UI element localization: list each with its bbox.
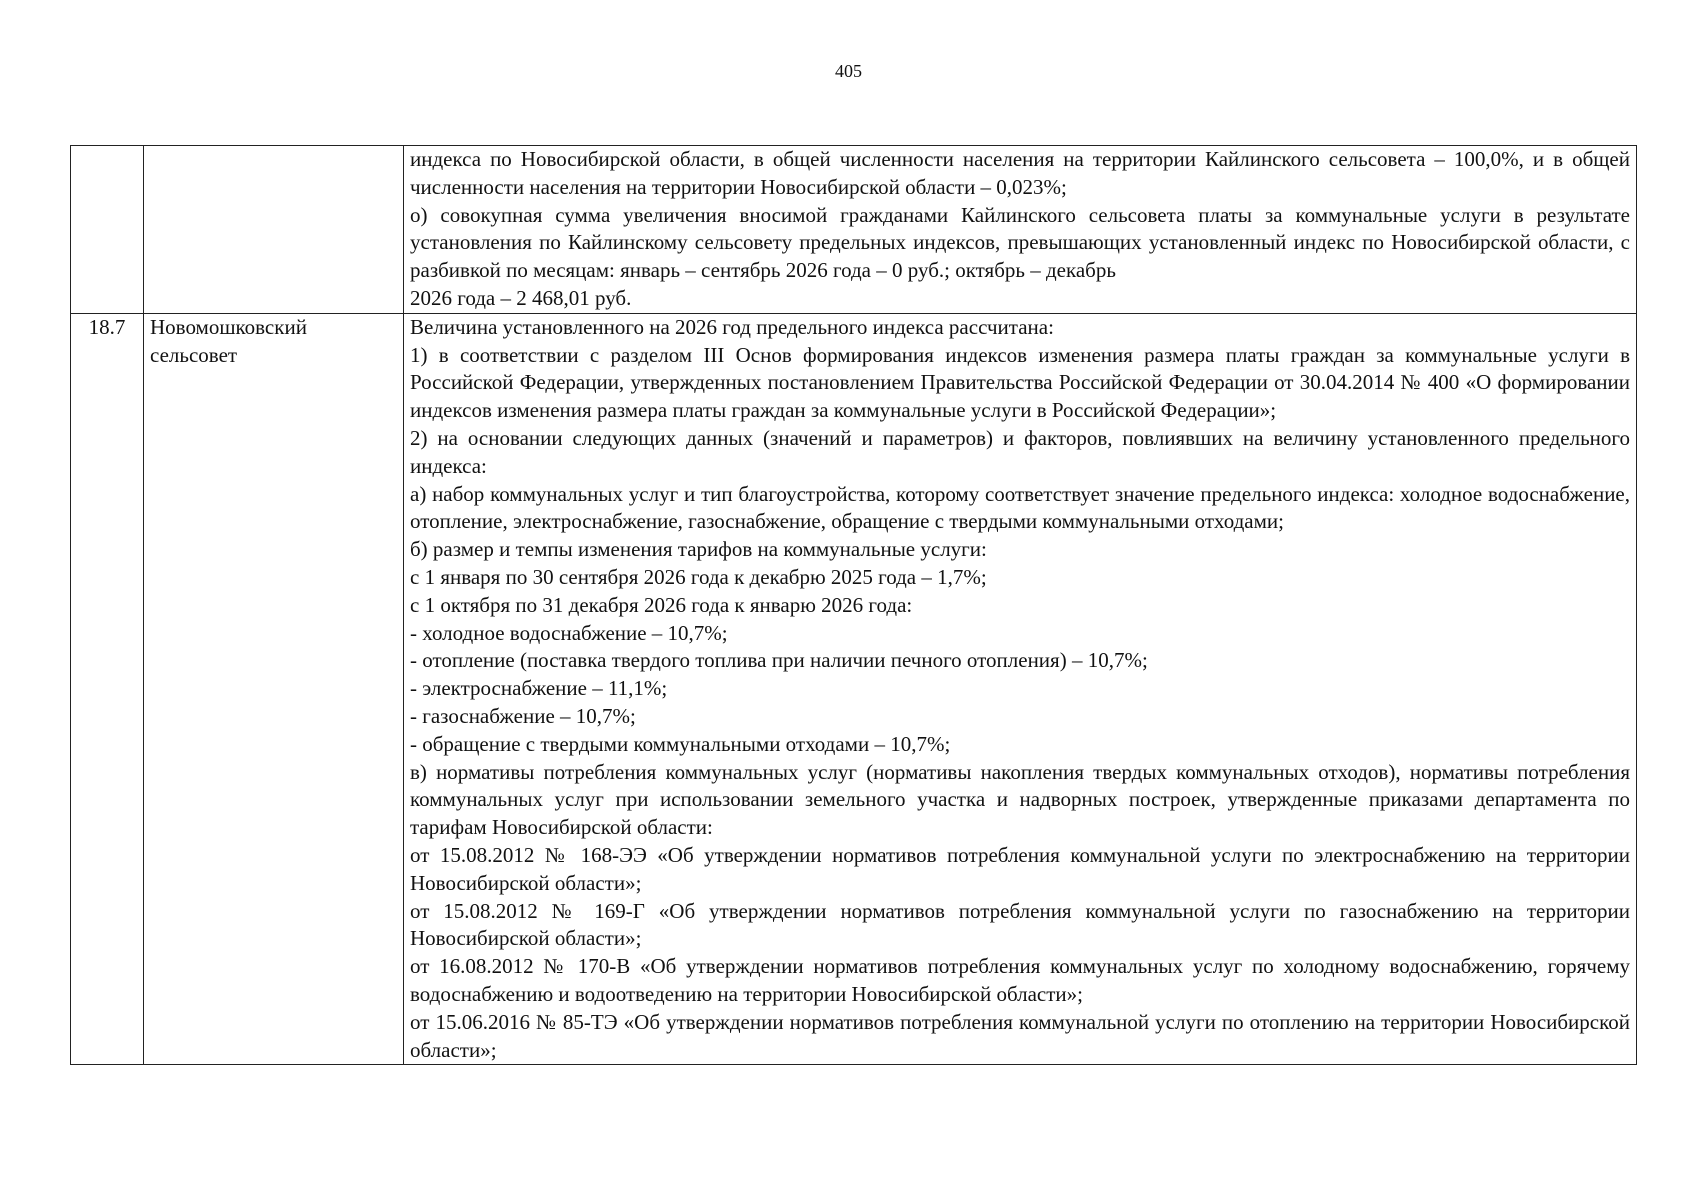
description-cell [404, 313, 1637, 1065]
municipality-name-line: Новомошковский [150, 314, 307, 339]
row-number-cell: 18.7 [71, 313, 144, 1065]
table-row [71, 146, 1637, 314]
municipality-name-line: сельсовет [150, 342, 238, 367]
paragraph: 1) в соответствии с разделом III Основ формирования индексов изменения размера платы граждан за коммунальные услуги в Российской Федерации, утвержденных постановлением Правительства Российской Федерации от 30.04.2014 № 400 «О формировании индексов изменения размера платы граждан за коммунальные услуги в Российской Федерации»; [410, 342, 1630, 423]
paragraph: б) размер и темпы изменения тарифов на коммунальные услуги: [410, 537, 987, 562]
paragraph: от 16.08.2012 № 170-В «Об утверждении нормативов потребления коммунальных услуг по холодному водоснабжению, горячему водоснабжению и водоотведению на территории Новосибирской области»; [410, 954, 1630, 1006]
paragraph: индекса по Новосибирской области, в общей численности населения на территории Кайлинского сельсовета – 100,0%, и в общей численности населения на территории Новосибирской области – 0,023%; [410, 147, 1630, 199]
municipality-cell [144, 146, 404, 314]
row-number-cell [71, 146, 144, 314]
paragraph: от 15.08.2012 № 168-ЭЭ «Об утверждении нормативов потребления коммунальной услуги по электроснабжению на территории Новосибирской области»; [410, 842, 1630, 895]
paragraph: - газоснабжение – 10,7%; [410, 703, 636, 728]
paragraph: от 15.06.2016 № 85-ТЭ «Об утверждении нормативов потребления коммунальной услуги по отоплению на территории Новосибирской области»; [410, 1009, 1630, 1062]
paragraph: - электроснабжение – 11,1%; [410, 676, 668, 701]
paragraph: - холодное водоснабжение – 10,7%; [410, 620, 728, 645]
paragraph: - обращение с твердыми коммунальными отходами – 10,7%; [410, 731, 951, 756]
paragraph: 2) на основании следующих данных (значений и параметров) и факторов, повлиявших на величину установленного предельного индекса: [410, 425, 1630, 478]
paragraph: 2026 года – 2 468,01 руб. [410, 285, 632, 310]
table-row [71, 313, 1637, 1065]
paragraph: о) совокупная сумма увеличения вносимой гражданами Кайлинского сельсовета платы за коммунальные услуги в результате установления по Кайлинскому сельсовету предельных индексов, превышающих установленный индекс по Новосибирской области, с разбивкой по месяцам: январь – сентябрь 2026 года – 0 руб.; октябрь – декабрь [410, 202, 1630, 283]
paragraph: - отопление (поставка твердого топлива при наличии печного отопления) – 10,7%; [410, 648, 1148, 673]
paragraph: с 1 января по 30 сентября 2026 года к декабрю 2025 года – 1,7%; [410, 564, 987, 589]
paragraph: Величина установленного на 2026 год предельного индекса рассчитана: [410, 314, 1054, 339]
index-table [70, 145, 1637, 1065]
paragraph: в) нормативы потребления коммунальных услуг (нормативы накопления твердых коммунальных отходов), нормативы потребления коммунальных услуг при использовании земельного участка и надворных построек, утвержденные приказами департамента по тарифам Новосибирской области: [410, 759, 1630, 840]
paragraph: с 1 октября по 31 декабря 2026 года к январю 2026 года: [410, 592, 913, 617]
paragraph: а) набор коммунальных услуг и тип благоустройства, которому соответствует значение предельного индекса: холодное водоснабжение, отопление, электроснабжение, газоснабжение, обращение с твердыми коммунальными отходами; [410, 481, 1630, 534]
description-cell [404, 146, 1637, 314]
paragraph: от 15.08.2012 № 169-Г «Об утверждении нормативов потребления коммунальной услуги по газоснабжению на территории Новосибирской области»; [410, 898, 1630, 951]
page-number: 405 [835, 61, 862, 81]
municipality-cell [144, 313, 404, 1065]
